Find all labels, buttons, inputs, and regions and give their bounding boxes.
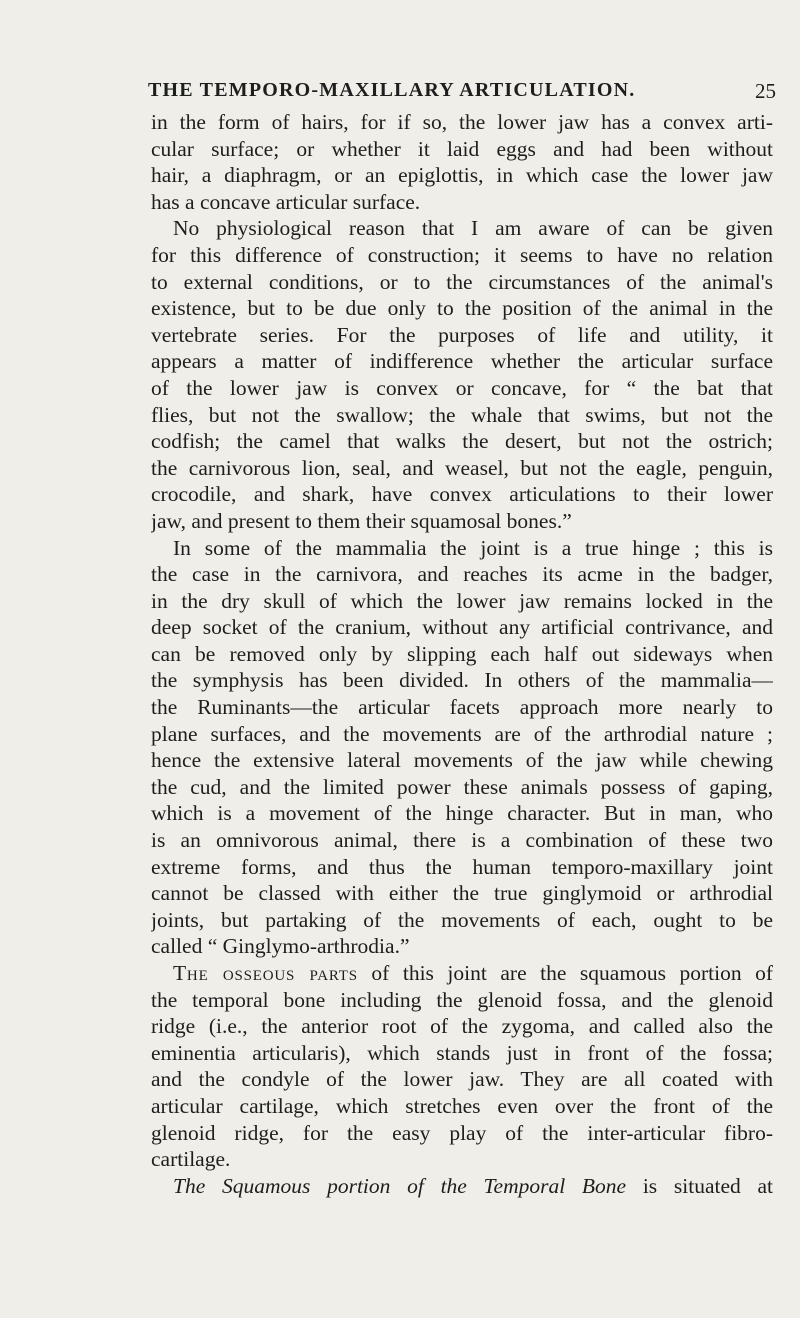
text-line-tail: of this joint are the squamous portion of [371,961,773,985]
text-line: deep socket of the cranium, without any artificial contrivance, and [151,615,773,640]
page-header [148,79,776,109]
text-line: the case in the carnivora, and reaches its acme in the badger, [151,562,773,587]
squamous-portion-heading: The Squamous portion of the Temporal Bone [173,1173,627,1198]
text-line: of the lower jaw is convex or concave, for “ the bat that [151,375,773,400]
text-line [151,960,773,987]
text-line: is an omnivorous animal, there is a combination of these two [151,828,773,853]
text-line: in the dry skull of which the lower jaw remains locked in the [151,588,773,613]
text-line: and the condyle of the lower jaw. They are all coated with [151,1067,773,1092]
text-line: codfish; the camel that walks the desert, but not the ostrich; [151,429,773,454]
text-line: extreme forms, and thus the human temporo-maxillary joint [151,854,773,879]
text-line: can be removed only by slipping each half out sideways when [151,641,773,666]
text-line: for this difference of construction; it seems to have no relation [151,242,773,267]
text-line: No physiological reason that I am aware of can be given [173,216,773,241]
text-line: vertebrate series. For the purposes of life and utility, it [151,322,773,347]
text-line: cartilage. [151,1147,231,1172]
page-number: 25 [755,79,776,103]
text-line: hence the extensive lateral movements of the jaw while chewing [151,748,773,773]
text-line: the cud, and the limited power these animals possess of gaping, [151,774,773,799]
text-line: flies, but not the swallow; the whale that swims, but not the [151,402,773,427]
text-line: glenoid ridge, for the easy play of the inter-articular fibro- [151,1120,773,1145]
text-line: the Ruminants—the articular facets approach more nearly to [151,695,773,720]
text-line: eminentia articularis), which stands just in front of the fossa; [151,1040,773,1065]
text-line: the temporal bone including the glenoid fossa, and the glenoid [151,987,773,1012]
text-line: hair, a diaphragm, or an epiglottis, in which case the lower jaw [151,163,773,188]
text-line: in the form of hairs, for if so, the lower jaw has a convex arti- [151,110,773,134]
text-line-tail: is situated at [642,1173,773,1198]
running-head: THE TEMPORO-MAXILLARY ARTICULATION. [148,79,636,101]
text-line: called “ Ginglymo-arthrodia.” [151,934,410,959]
text-line: has a concave articular surface. [151,189,421,214]
text-line: cannot be classed with either the true ginglymoid or arthrodial [151,881,773,906]
text-line: joints, but partaking of the movements of each, ought to be [151,907,773,932]
body-text [151,109,773,1199]
text-line: jaw, and present to them their squamosal bones.” [151,508,572,533]
text-line: appears a matter of indifference whether the articular surface [151,349,773,374]
text-line [151,1173,773,1200]
osseous-parts-heading: The osseous parts [173,961,358,985]
text-line: In some of the mammalia the joint is a true hinge ; this is [173,535,773,560]
text-line: to external conditions, or to the circumstances of the animal's [151,269,773,294]
text-line: cular surface; or whether it laid eggs and had been without [151,136,773,161]
text-line: existence, but to be due only to the position of the animal in the [151,296,773,321]
text-line: articular cartilage, which stretches even over the front of the [151,1093,773,1118]
text-line: plane surfaces, and the movements are of the arthrodial nature ; [151,721,773,746]
text-line: which is a movement of the hinge character. But in man, who [151,801,773,826]
text-line: the carnivorous lion, seal, and weasel, but not the eagle, penguin, [151,455,773,480]
text-line: ridge (i.e., the anterior root of the zygoma, and called also the [151,1014,773,1039]
text-line: the symphysis has been divided. In others of the mammalia— [151,668,773,693]
text-line: crocodile, and shark, have convex articulations to their lower [151,482,773,507]
